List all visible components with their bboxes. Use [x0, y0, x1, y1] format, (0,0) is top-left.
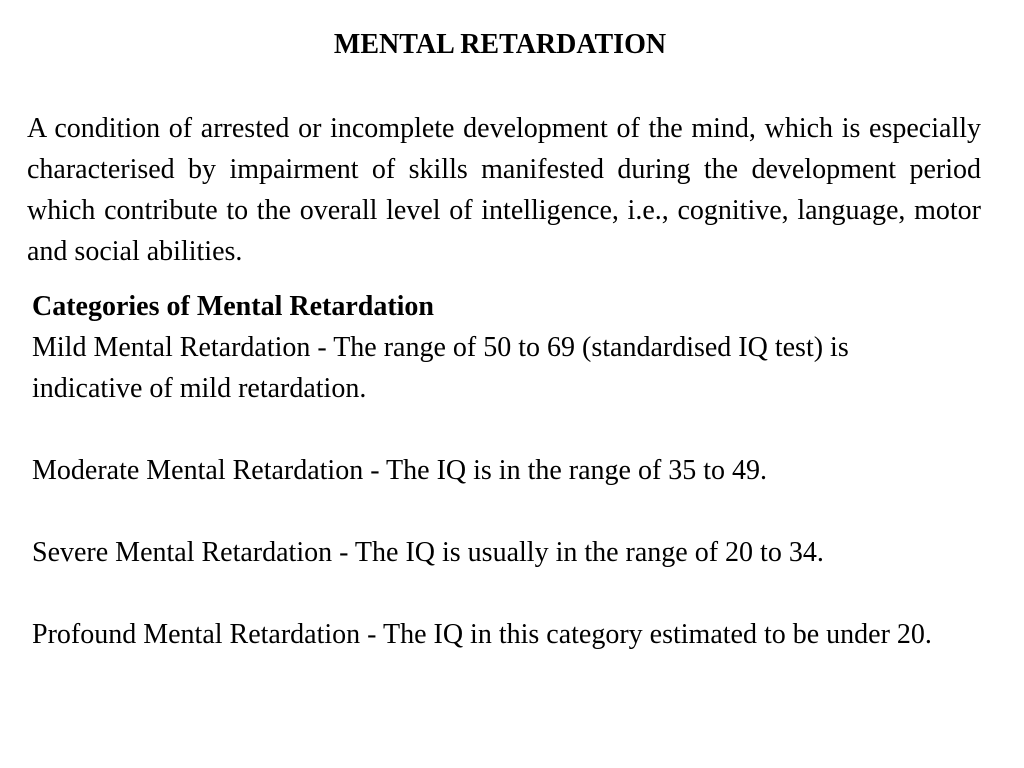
spacer: [32, 409, 962, 450]
category-severe: Severe Mental Retardation - The IQ is usually in the range of 20 to 34.: [32, 537, 824, 568]
spacer: [32, 573, 962, 614]
category-profound: Profound Mental Retardation - The IQ in this category estimated to be under 20.: [32, 619, 932, 650]
category-mild: Mild Mental Retardation - The range of 50 to 69 (standardised IQ test) is indicative of mild retardation.: [32, 332, 849, 404]
category-moderate: Moderate Mental Retardation - The IQ is in the range of 35 to 49.: [32, 455, 768, 486]
slide-title: MENTAL RETARDATION: [333, 29, 667, 60]
spacer: [32, 491, 962, 532]
categories-heading: Categories of Mental Retardation: [32, 291, 435, 322]
categories-section: [32, 286, 962, 655]
definition-paragraph: A condition of arrested or incomplete development of the mind, which is especially characterised by impairment of skills manifested during the development period which contribute to the overall level of intelligence, i.e., cognitive, language, motor and social abilities.: [27, 113, 981, 267]
